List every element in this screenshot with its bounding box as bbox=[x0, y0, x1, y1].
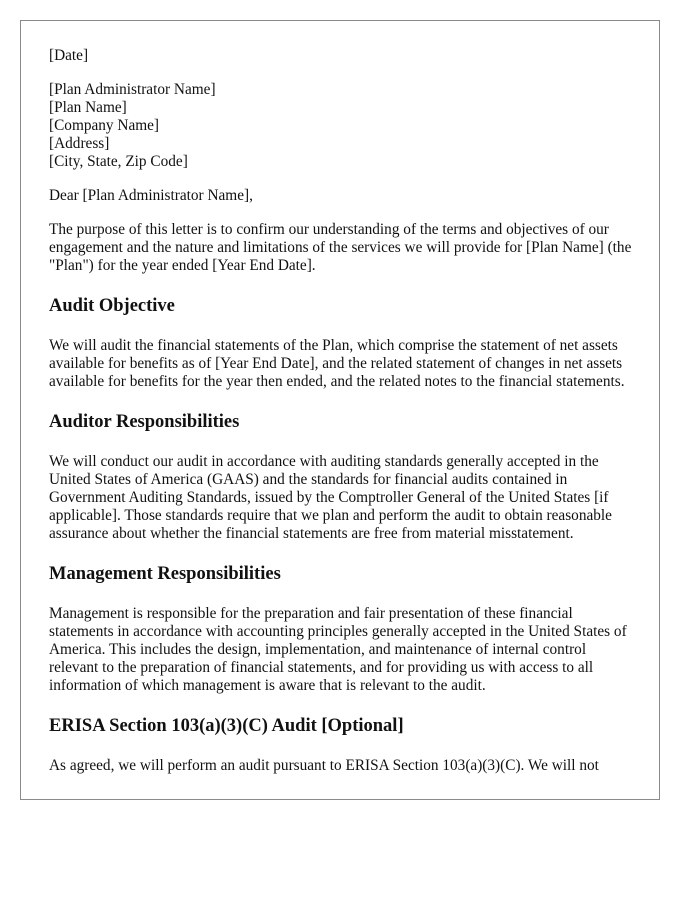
section-body-erisa-audit: As agreed, we will perform an audit pursuant to ERISA Section 103(a)(3)(C). We will not bbox=[49, 757, 599, 774]
section-body-audit-objective: We will audit the financial statements of the Plan, which comprise the statement of net assets available for benefits as of [Year End Date], and the related statement of changes in net assets available for benefits for the year then ended, and the related notes to the financial statements. bbox=[49, 337, 625, 390]
section-heading-management-responsibilities: Management Responsibilities bbox=[49, 564, 281, 584]
address-line-street: [Address] bbox=[49, 135, 110, 152]
intro-paragraph: The purpose of this letter is to confirm our understanding of the terms and objectives of our engagement and the nature and limitations of the services we will provide for [Plan Name] (the "Plan") for the year ended [Year End Date]. bbox=[49, 221, 632, 274]
letter-content bbox=[49, 47, 639, 795]
address-line-plan-name: [Plan Name] bbox=[49, 99, 127, 116]
letter-date: [Date] bbox=[49, 47, 89, 64]
section-body-management-responsibilities: Management is responsible for the preparation and fair presentation of these financial statements in accordance with accounting principles generally accepted in the United States of America. This includes the design, implementation, and maintenance of internal control relevant to the preparation of financial statements, and for providing us with access to all information of which management is aware that is relevant to the audit. bbox=[49, 605, 627, 694]
section-heading-audit-objective: Audit Objective bbox=[49, 296, 175, 316]
recipient-address-block bbox=[49, 81, 639, 171]
section-heading-erisa-audit: ERISA Section 103(a)(3)(C) Audit [Optional] bbox=[49, 716, 404, 736]
salutation: Dear [Plan Administrator Name], bbox=[49, 187, 253, 204]
address-line-company: [Company Name] bbox=[49, 117, 160, 134]
address-line-city-state-zip: [City, State, Zip Code] bbox=[49, 153, 188, 170]
address-line-administrator: [Plan Administrator Name] bbox=[49, 81, 216, 98]
section-body-auditor-responsibilities: We will conduct our audit in accordance with auditing standards generally accepted in the United States of America (GAAS) and the standards for financial audits contained in Government Auditing Standards, issued by the Comptroller General of the United States [if applicable]. Those standards require that we plan and perform the audit to obtain reasonable assurance about whether the financial statements are free from material misstatement. bbox=[49, 453, 612, 542]
letter-page bbox=[20, 20, 660, 800]
section-heading-auditor-responsibilities: Auditor Responsibilities bbox=[49, 412, 240, 432]
